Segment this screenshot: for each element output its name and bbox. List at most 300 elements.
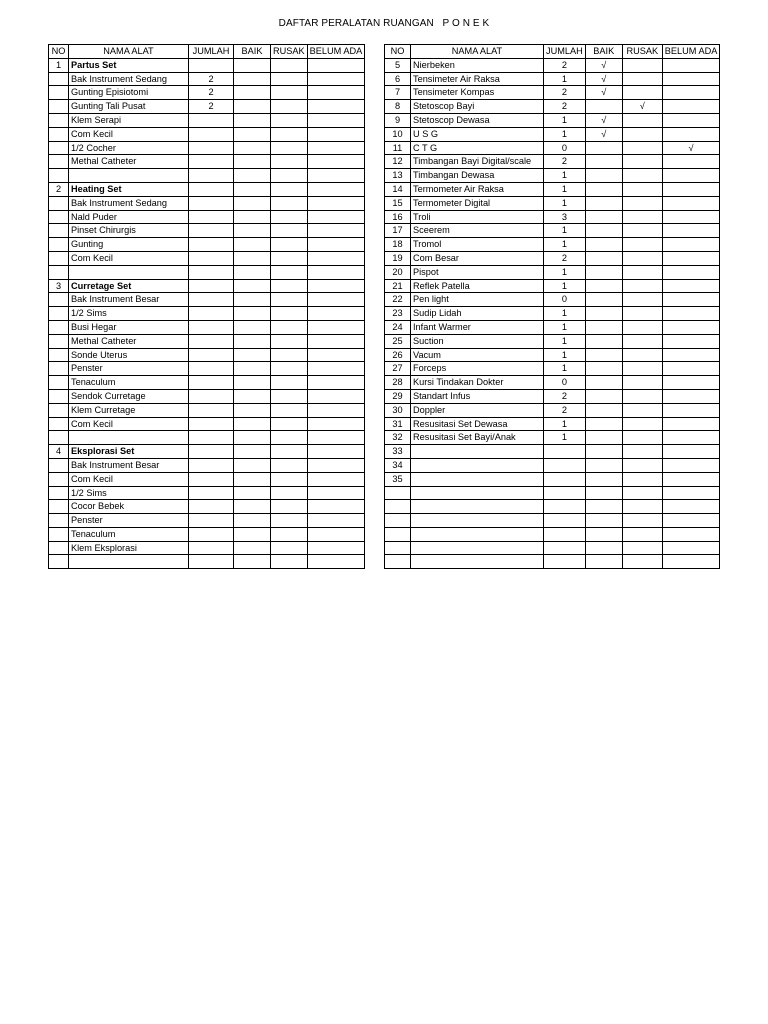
cell-rusak [622,127,662,141]
cell-baik [585,403,622,417]
cell-jumlah [189,514,234,528]
cell-no [49,169,69,183]
cell-belum-ada [307,72,365,86]
cell-nama-alat: Bak Instrument Besar [69,458,189,472]
cell-belum-ada [662,72,720,86]
cell-belum-ada [307,362,365,376]
cell-baik [234,362,271,376]
cell-belum-ada [307,555,365,569]
cell-belum-ada [662,500,720,514]
cell-baik [234,514,271,528]
cell-no [49,307,69,321]
cell-belum-ada [662,431,720,445]
cell-rusak [622,196,662,210]
cell-rusak [271,279,308,293]
cell-no: 26 [385,348,411,362]
cell-nama-alat: 1/2 Cocher [69,141,189,155]
cell-no [49,155,69,169]
cell-baik [234,182,271,196]
cell-no: 25 [385,334,411,348]
cell-jumlah [189,182,234,196]
cell-no: 4 [49,445,69,459]
cell-jumlah: 2 [544,389,586,403]
cell-rusak [271,141,308,155]
cell-nama-alat: Resusitasi Set Dewasa [411,417,544,431]
cell-baik [585,334,622,348]
cell-jumlah [189,210,234,224]
cell-rusak [622,307,662,321]
cell-rusak [271,348,308,362]
table-row [385,334,720,348]
table-row [49,362,365,376]
cell-belum-ada [662,224,720,238]
cell-rusak [271,155,308,169]
cell-baik [234,238,271,252]
cell-baik [234,155,271,169]
cell-jumlah: 3 [544,210,586,224]
cell-belum-ada [662,238,720,252]
cell-nama-alat: Methal Catheter [69,334,189,348]
cell-belum-ada [662,417,720,431]
cell-no [49,238,69,252]
cell-jumlah: 1 [544,238,586,252]
table-row [49,334,365,348]
cell-nama-alat [411,527,544,541]
cell-baik: √ [585,127,622,141]
cell-jumlah [189,169,234,183]
header-rusak: RUSAK [622,45,662,59]
cell-jumlah [189,362,234,376]
cell-nama-alat: Sonde Uterus [69,348,189,362]
cell-nama-alat: Pispot [411,265,544,279]
cell-belum-ada [662,472,720,486]
cell-jumlah: 1 [544,348,586,362]
cell-belum-ada [662,334,720,348]
cell-jumlah [189,224,234,238]
cell-no [49,362,69,376]
cell-no: 23 [385,307,411,321]
cell-rusak [271,362,308,376]
cell-jumlah [189,334,234,348]
cell-nama-alat: Tensimeter Kompas [411,86,544,100]
cell-belum-ada [662,307,720,321]
cell-jumlah: 1 [544,182,586,196]
cell-no [49,500,69,514]
cell-belum-ada: √ [662,141,720,155]
cell-nama-alat [69,555,189,569]
cell-jumlah: 2 [544,155,586,169]
cell-nama-alat: Penster [69,514,189,528]
cell-nama-alat [411,472,544,486]
cell-no: 7 [385,86,411,100]
table-row [385,238,720,252]
cell-nama-alat [411,514,544,528]
cell-rusak [622,472,662,486]
table-row [49,265,365,279]
cell-jumlah: 2 [189,86,234,100]
cell-nama-alat: Troli [411,210,544,224]
cell-belum-ada [307,348,365,362]
cell-rusak [271,500,308,514]
cell-belum-ada [662,127,720,141]
table-row [49,100,365,114]
cell-baik [234,320,271,334]
equipment-table-right [384,44,720,569]
cell-no: 10 [385,127,411,141]
cell-baik [585,320,622,334]
cell-rusak [271,527,308,541]
cell-jumlah: 0 [544,141,586,155]
cell-rusak [622,500,662,514]
table-row [385,541,720,555]
cell-baik [234,196,271,210]
table-row [49,169,365,183]
cell-jumlah [189,389,234,403]
cell-rusak [622,445,662,459]
cell-belum-ada [662,210,720,224]
cell-nama-alat: Com Kecil [69,251,189,265]
cell-belum-ada [307,500,365,514]
cell-no: 8 [385,100,411,114]
cell-no [49,224,69,238]
cell-nama-alat: Pen light [411,293,544,307]
table-row [385,514,720,528]
header-jumlah: JUMLAH [544,45,586,59]
cell-nama-alat: Kursi Tindakan Dokter [411,376,544,390]
table-row [49,527,365,541]
cell-nama-alat [411,458,544,472]
cell-belum-ada [307,58,365,72]
cell-rusak [271,293,308,307]
cell-nama-alat: Stetoscop Dewasa [411,113,544,127]
cell-nama-alat: Suction [411,334,544,348]
cell-baik [585,458,622,472]
table-row [49,389,365,403]
cell-nama-alat: Bak Instrument Sedang [69,196,189,210]
cell-jumlah [189,472,234,486]
cell-jumlah [189,500,234,514]
cell-no: 1 [49,58,69,72]
cell-jumlah [189,265,234,279]
table-row [49,307,365,321]
cell-belum-ada [307,320,365,334]
cell-rusak [622,155,662,169]
cell-no [385,555,411,569]
cell-no: 24 [385,320,411,334]
table-row [49,182,365,196]
table-row [49,72,365,86]
cell-rusak [622,141,662,155]
cell-jumlah [544,514,586,528]
cell-nama-alat: Nierbeken [411,58,544,72]
cell-no [49,293,69,307]
cell-rusak [622,334,662,348]
table-row [49,196,365,210]
table-row [385,417,720,431]
cell-rusak [622,514,662,528]
cell-belum-ada [307,155,365,169]
cell-rusak: √ [622,100,662,114]
cell-jumlah: 2 [544,86,586,100]
cell-belum-ada [307,376,365,390]
cell-rusak [271,58,308,72]
cell-no [49,376,69,390]
cell-no [49,417,69,431]
table-row [385,155,720,169]
cell-rusak [271,100,308,114]
cell-belum-ada [662,182,720,196]
cell-nama-alat: Partus Set [69,58,189,72]
cell-baik [234,86,271,100]
cell-rusak [622,458,662,472]
cell-belum-ada [307,431,365,445]
cell-jumlah [544,458,586,472]
cell-rusak [622,417,662,431]
cell-baik [585,293,622,307]
cell-belum-ada [662,527,720,541]
cell-rusak [622,389,662,403]
cell-baik [234,431,271,445]
cell-baik [234,389,271,403]
cell-belum-ada [662,58,720,72]
cell-jumlah: 2 [544,251,586,265]
cell-baik [234,348,271,362]
cell-rusak [271,320,308,334]
cell-baik: √ [585,72,622,86]
cell-no [49,210,69,224]
cell-baik [585,169,622,183]
table-body-left [49,58,365,568]
cell-rusak [622,224,662,238]
table-row [385,458,720,472]
cell-no: 15 [385,196,411,210]
cell-no: 19 [385,251,411,265]
table-row [49,58,365,72]
cell-belum-ada [307,127,365,141]
cell-rusak [271,127,308,141]
cell-no: 2 [49,182,69,196]
cell-baik [234,334,271,348]
cell-no [49,555,69,569]
cell-jumlah [189,320,234,334]
table-row [49,251,365,265]
cell-baik [234,458,271,472]
cell-belum-ada [307,458,365,472]
cell-no [49,389,69,403]
cell-belum-ada [307,417,365,431]
cell-nama-alat: Com Kecil [69,417,189,431]
cell-belum-ada [662,113,720,127]
cell-belum-ada [307,182,365,196]
cell-belum-ada [662,279,720,293]
cell-baik [585,431,622,445]
table-row [49,113,365,127]
cell-nama-alat: Com Kecil [69,127,189,141]
cell-no: 32 [385,431,411,445]
cell-baik [585,196,622,210]
cell-nama-alat [69,265,189,279]
cell-nama-alat: Klem Serapi [69,113,189,127]
table-row [49,279,365,293]
cell-jumlah: 1 [544,279,586,293]
cell-rusak [271,445,308,459]
cell-rusak [622,527,662,541]
table-row [385,320,720,334]
cell-jumlah: 1 [544,265,586,279]
cell-baik [234,445,271,459]
cell-baik [234,141,271,155]
table-row [385,100,720,114]
table-row [49,210,365,224]
table-row [49,500,365,514]
cell-no [49,472,69,486]
cell-belum-ada [307,224,365,238]
cell-jumlah [544,445,586,459]
cell-rusak [622,486,662,500]
cell-rusak [622,279,662,293]
cell-no [49,527,69,541]
cell-no [49,100,69,114]
cell-baik: √ [585,58,622,72]
table-row [49,238,365,252]
cell-belum-ada [662,100,720,114]
cell-baik [234,58,271,72]
cell-no [49,334,69,348]
cell-no: 18 [385,238,411,252]
cell-baik [234,210,271,224]
cell-no: 16 [385,210,411,224]
table-row [49,376,365,390]
cell-rusak [622,555,662,569]
cell-jumlah: 1 [544,362,586,376]
cell-rusak [271,555,308,569]
cell-baik [585,417,622,431]
table-row [49,472,365,486]
cell-nama-alat: Penster [69,362,189,376]
cell-belum-ada [662,541,720,555]
cell-rusak [622,362,662,376]
cell-nama-alat: Vacum [411,348,544,362]
table-row [49,417,365,431]
cell-belum-ada [662,362,720,376]
cell-no: 5 [385,58,411,72]
header-baik: BAIK [585,45,622,59]
cell-belum-ada [307,210,365,224]
cell-belum-ada [307,293,365,307]
table-row [49,155,365,169]
cell-jumlah [189,238,234,252]
cell-nama-alat: Busi Hegar [69,320,189,334]
cell-belum-ada [307,265,365,279]
cell-no [49,431,69,445]
cell-belum-ada [307,307,365,321]
cell-nama-alat: C T G [411,141,544,155]
cell-nama-alat: 1/2 Sims [69,486,189,500]
cell-belum-ada [662,169,720,183]
cell-nama-alat: Tenaculum [69,376,189,390]
cell-belum-ada [662,293,720,307]
table-row [385,182,720,196]
table-row [49,141,365,155]
cell-no: 22 [385,293,411,307]
cell-no [49,265,69,279]
cell-belum-ada [662,155,720,169]
cell-belum-ada [662,376,720,390]
table-row [49,86,365,100]
cell-no [49,403,69,417]
table-header-row [49,45,365,59]
cell-rusak [271,389,308,403]
cell-baik [234,265,271,279]
cell-nama-alat: Sendok Curretage [69,389,189,403]
cell-rusak [271,514,308,528]
cell-belum-ada [662,555,720,569]
cell-rusak [622,113,662,127]
cell-jumlah: 2 [189,100,234,114]
cell-baik [585,514,622,528]
cell-nama-alat: Klem Curretage [69,403,189,417]
cell-no [49,113,69,127]
cell-baik [585,541,622,555]
cell-belum-ada [307,486,365,500]
cell-rusak [271,376,308,390]
table-row [385,431,720,445]
cell-rusak [622,238,662,252]
cell-jumlah: 2 [544,403,586,417]
cell-jumlah [544,527,586,541]
cell-rusak [271,486,308,500]
page-title: DAFTAR PERALATAN RUANGAN P O N E K [278,18,490,29]
cell-belum-ada [307,541,365,555]
cell-belum-ada [307,141,365,155]
cell-no [49,348,69,362]
cell-no [49,486,69,500]
cell-belum-ada [307,86,365,100]
cell-jumlah: 2 [189,72,234,86]
cell-baik [585,182,622,196]
cell-nama-alat: Reflek Patella [411,279,544,293]
cell-baik [234,224,271,238]
cell-rusak [271,86,308,100]
cell-baik [585,472,622,486]
cell-no [385,500,411,514]
cell-baik [585,555,622,569]
cell-nama-alat: Sceerem [411,224,544,238]
cell-nama-alat: Termometer Air Raksa [411,182,544,196]
table-row [385,251,720,265]
cell-baik [585,362,622,376]
cell-nama-alat: Resusitasi Set Bayi/Anak [411,431,544,445]
cell-rusak [271,403,308,417]
table-row [49,403,365,417]
cell-no: 29 [385,389,411,403]
cell-nama-alat: Standart Infus [411,389,544,403]
cell-baik [234,279,271,293]
header-rusak: RUSAK [271,45,308,59]
cell-no: 3 [49,279,69,293]
cell-nama-alat [411,445,544,459]
cell-belum-ada [662,445,720,459]
cell-belum-ada [662,348,720,362]
cell-rusak [271,72,308,86]
cell-rusak [271,238,308,252]
cell-baik [585,307,622,321]
cell-jumlah [189,196,234,210]
cell-no [385,514,411,528]
table-row [385,348,720,362]
cell-no [49,141,69,155]
cell-belum-ada [662,486,720,500]
